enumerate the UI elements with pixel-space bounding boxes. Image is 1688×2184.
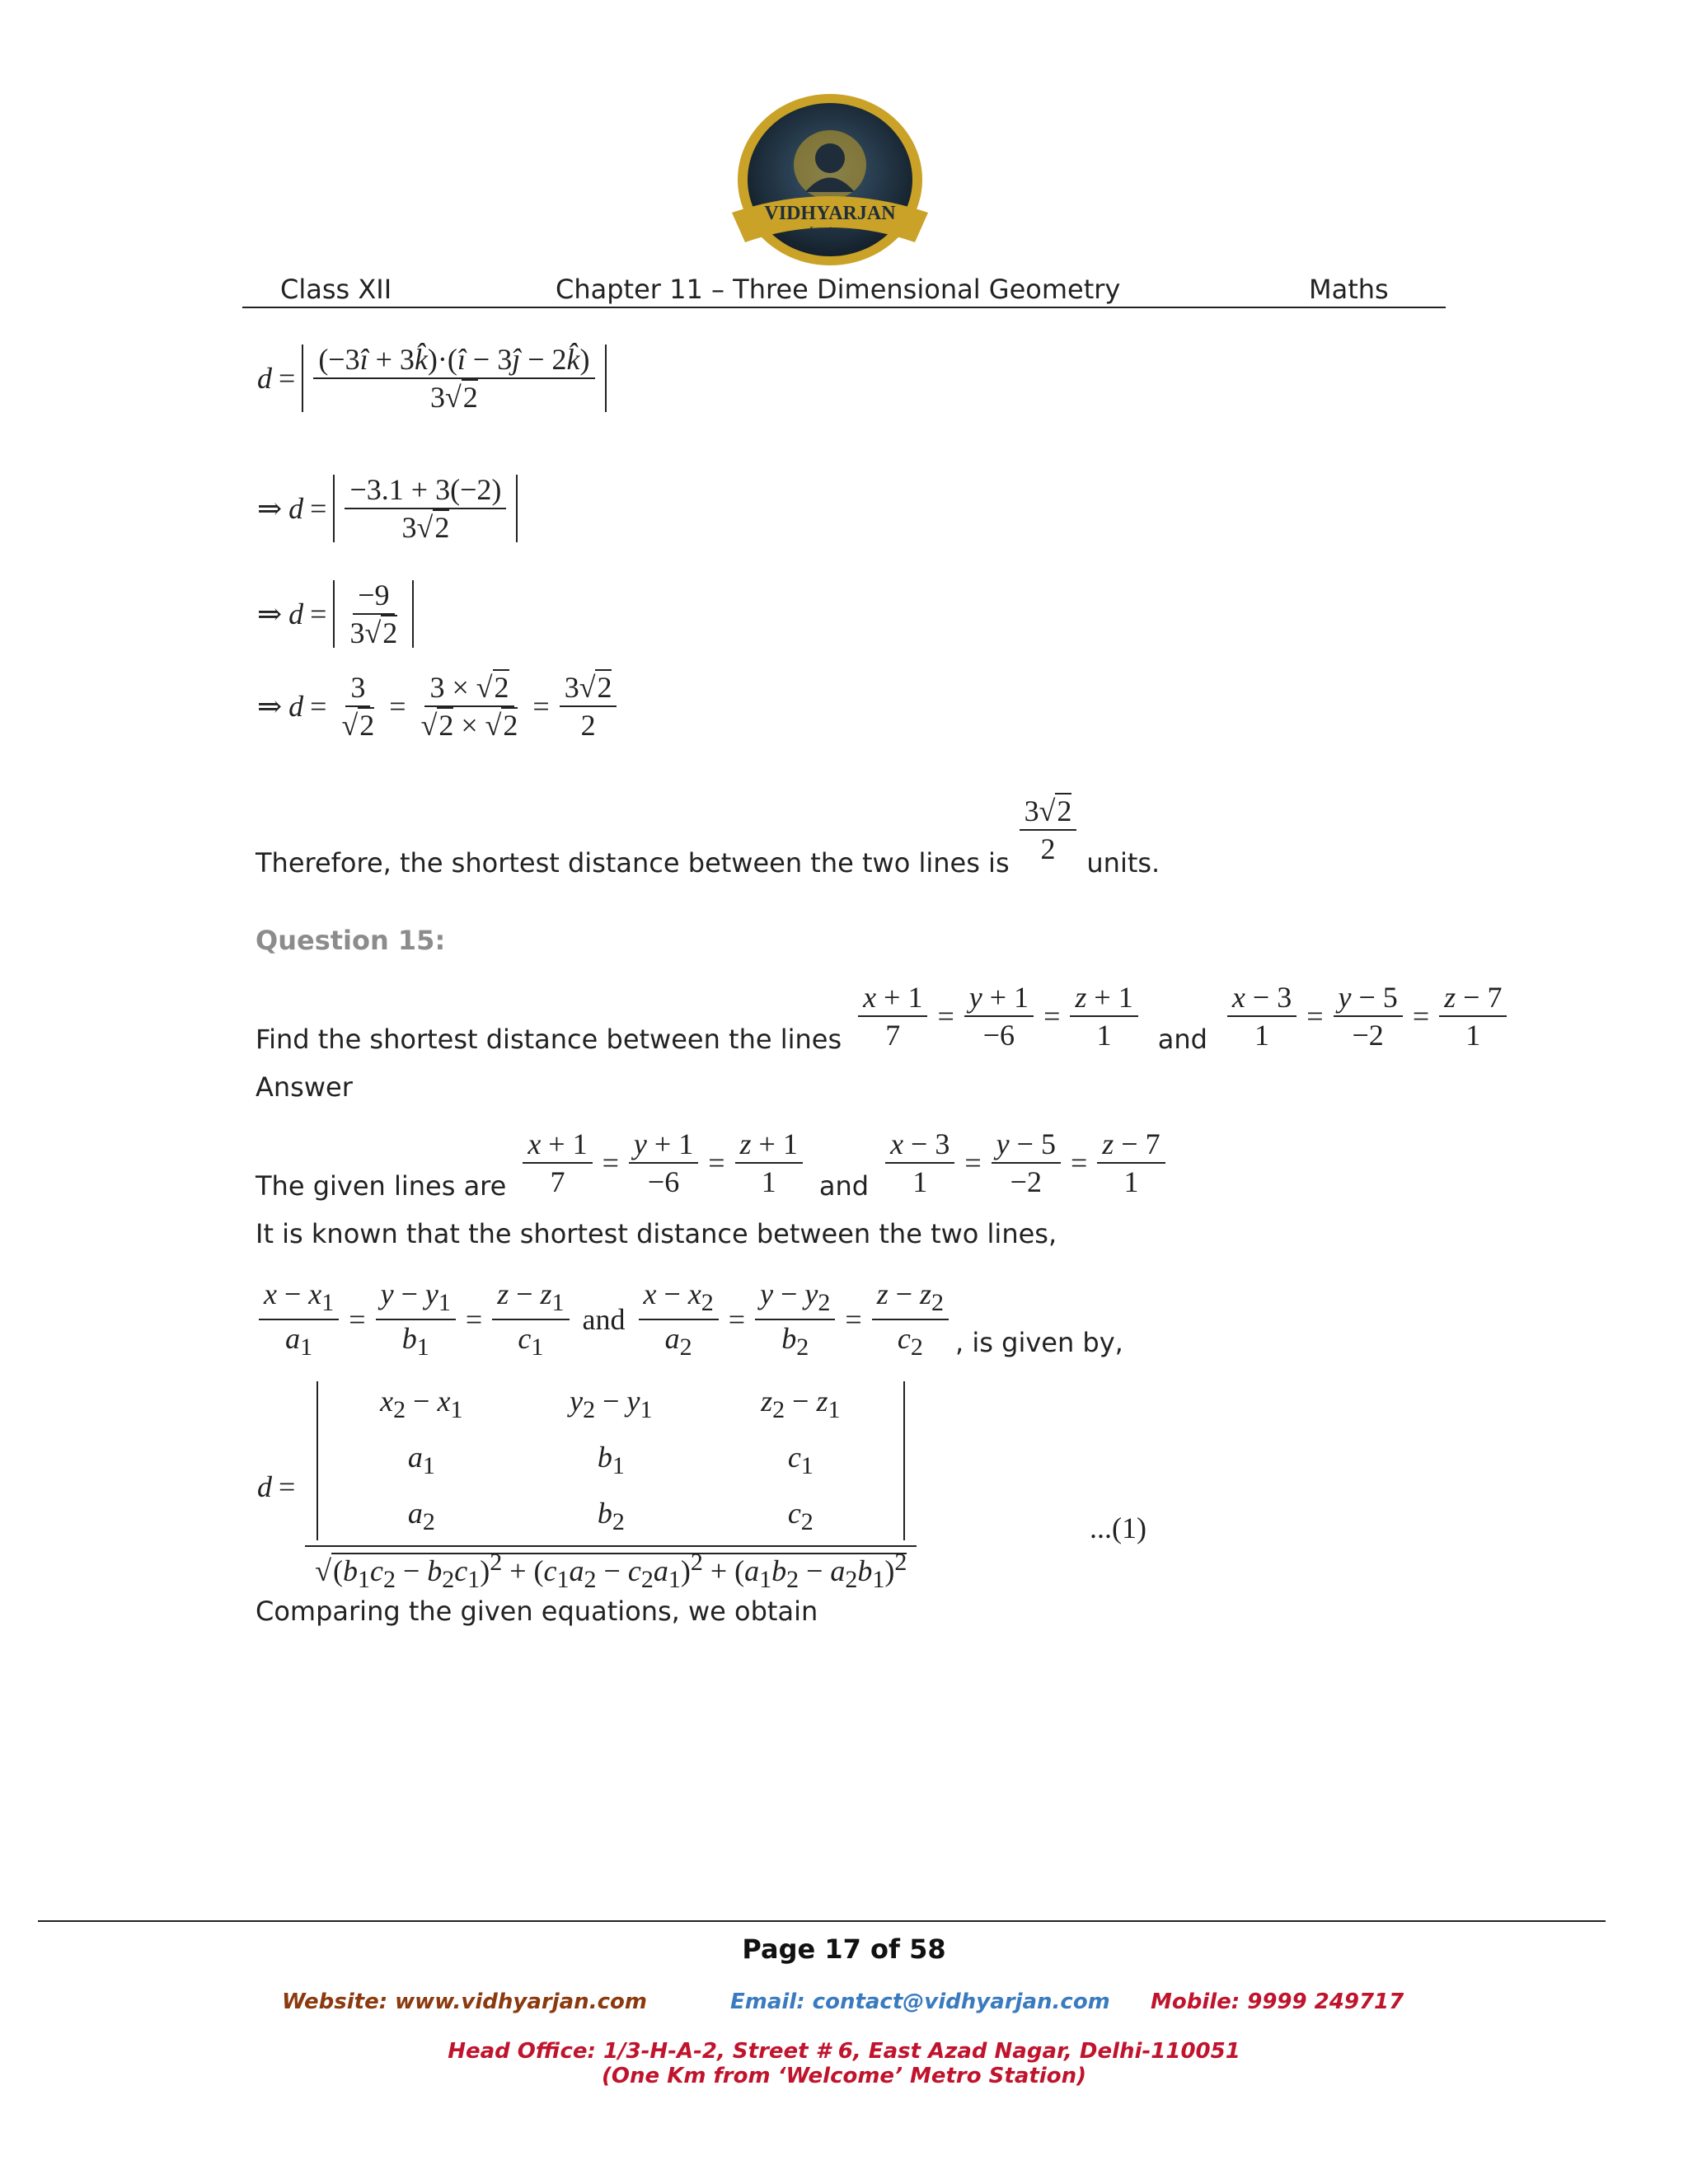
equation-reference: ...(1) <box>1090 1511 1146 1544</box>
logo-title: VIDHYARJAN <box>764 203 896 224</box>
header-class: Class XII <box>280 274 392 305</box>
conclusion-units: units. <box>1086 847 1160 879</box>
question-line: Find the shortest distance between the lines $\frac{x + 1}{7}$ = $\frac{y + 1}{-6}$ = $\frac{z + 1}{1}$ and $\frac{x - 3}{1}$ = $\frac{y - 5}{-2}$ = $\frac{z - 7}{1}$ <box>256 977 1510 1055</box>
given-text: The given lines are <box>256 1170 507 1202</box>
question-text: Find the shortest distance between the lines <box>256 1024 842 1055</box>
footer-mobile: Mobile: 9999 249717 <box>1151 1990 1404 2014</box>
footer-website[interactable]: Website: www.vidhyarjan.com <box>282 1990 647 2014</box>
logo-subtitle: Institute <box>808 225 852 239</box>
header-subject: Maths <box>1309 274 1389 305</box>
header-rule <box>242 307 1446 308</box>
known-text: It is known that the shortest distance between the two lines, <box>256 1218 1057 1249</box>
question-label: Question 15: <box>256 925 446 956</box>
conclusion-value: $\frac{3√2}{2}$ <box>1020 796 1077 864</box>
page-number: Page 17 of 58 <box>742 1933 946 1965</box>
given-and: and <box>818 1170 870 1202</box>
distance-formula: d = $x_2 - x_1$ $y_2 - y_1$ $z_2 - z_1$ $a_1$ $b_1$ $c_1$ $a_2$ $b_2$ $c_2$ $√(b_1c_2 - b_2c_1)^2 + (c_1a_2 - c_2a_1)^2 + (a_1b_2 - a_2b_1)^2$ <box>257 1381 920 1592</box>
given-by-text: , is given by, <box>955 1327 1123 1359</box>
conclusion-text: Therefore, the shortest distance between the two lines is <box>256 847 1010 879</box>
equation-d-step4: ⇒ d = $\frac{3}{√2}$ = $\frac{3 \times √2}{√2 \times √2}$ = $\frac{3√2}{2}$ <box>257 673 620 740</box>
footer-office-landmark: (One Km from ‘Welcome’ Metro Station) <box>602 2064 1086 2088</box>
footer-email[interactable]: Email: contact@vidhyarjan.com <box>730 1990 1110 2014</box>
conclusion-line <box>256 781 1160 879</box>
given-lines-line: The given lines are $\frac{x + 1}{7}$ = $\frac{y + 1}{-6}$ = $\frac{z + 1}{1}$ and $\frac{x - 3}{1}$ = $\frac{y - 5}{-2}$ = $\frac{z - 7}{1}$ <box>256 1124 1169 1202</box>
answer-label: Answer <box>256 1071 353 1103</box>
institute-logo <box>725 89 935 272</box>
general-lines-line: $\frac{x - x_1}{a_1}$ = $\frac{y - y_1}{b_1}$ = $\frac{z - z_1}{c_1}$ and $\frac{x - x_2}{a_2}$ = $\frac{y - y_2}{b_2}$ = $\frac{z - z_2}{c_2}$ , is given by, <box>256 1279 1123 1360</box>
footer-office: Head Office: 1/3-H-A-2, Street # 6, East Azad Nagar, Delhi-110051 <box>448 2039 1240 2064</box>
equation-d-vector: d = $\frac{(-3î + 3k̂)\cdot(î - 3ĵ - 2k̂)}{3√2}$ <box>257 344 607 412</box>
footer-rule <box>38 1920 1606 1922</box>
comparing-text: Comparing the given equations, we obtain <box>256 1596 818 1627</box>
equation-d-step3: ⇒ d = $\frac{-9}{3√2}$ <box>257 580 414 648</box>
header-chapter: Chapter 11 – Three Dimensional Geometry <box>556 274 1121 305</box>
equation-d-step2: ⇒ d = $\frac{-3.1 + 3(-2)}{3√2}$ <box>257 475 518 542</box>
general-and: and <box>582 1303 626 1337</box>
question-and: and <box>1157 1024 1207 1055</box>
